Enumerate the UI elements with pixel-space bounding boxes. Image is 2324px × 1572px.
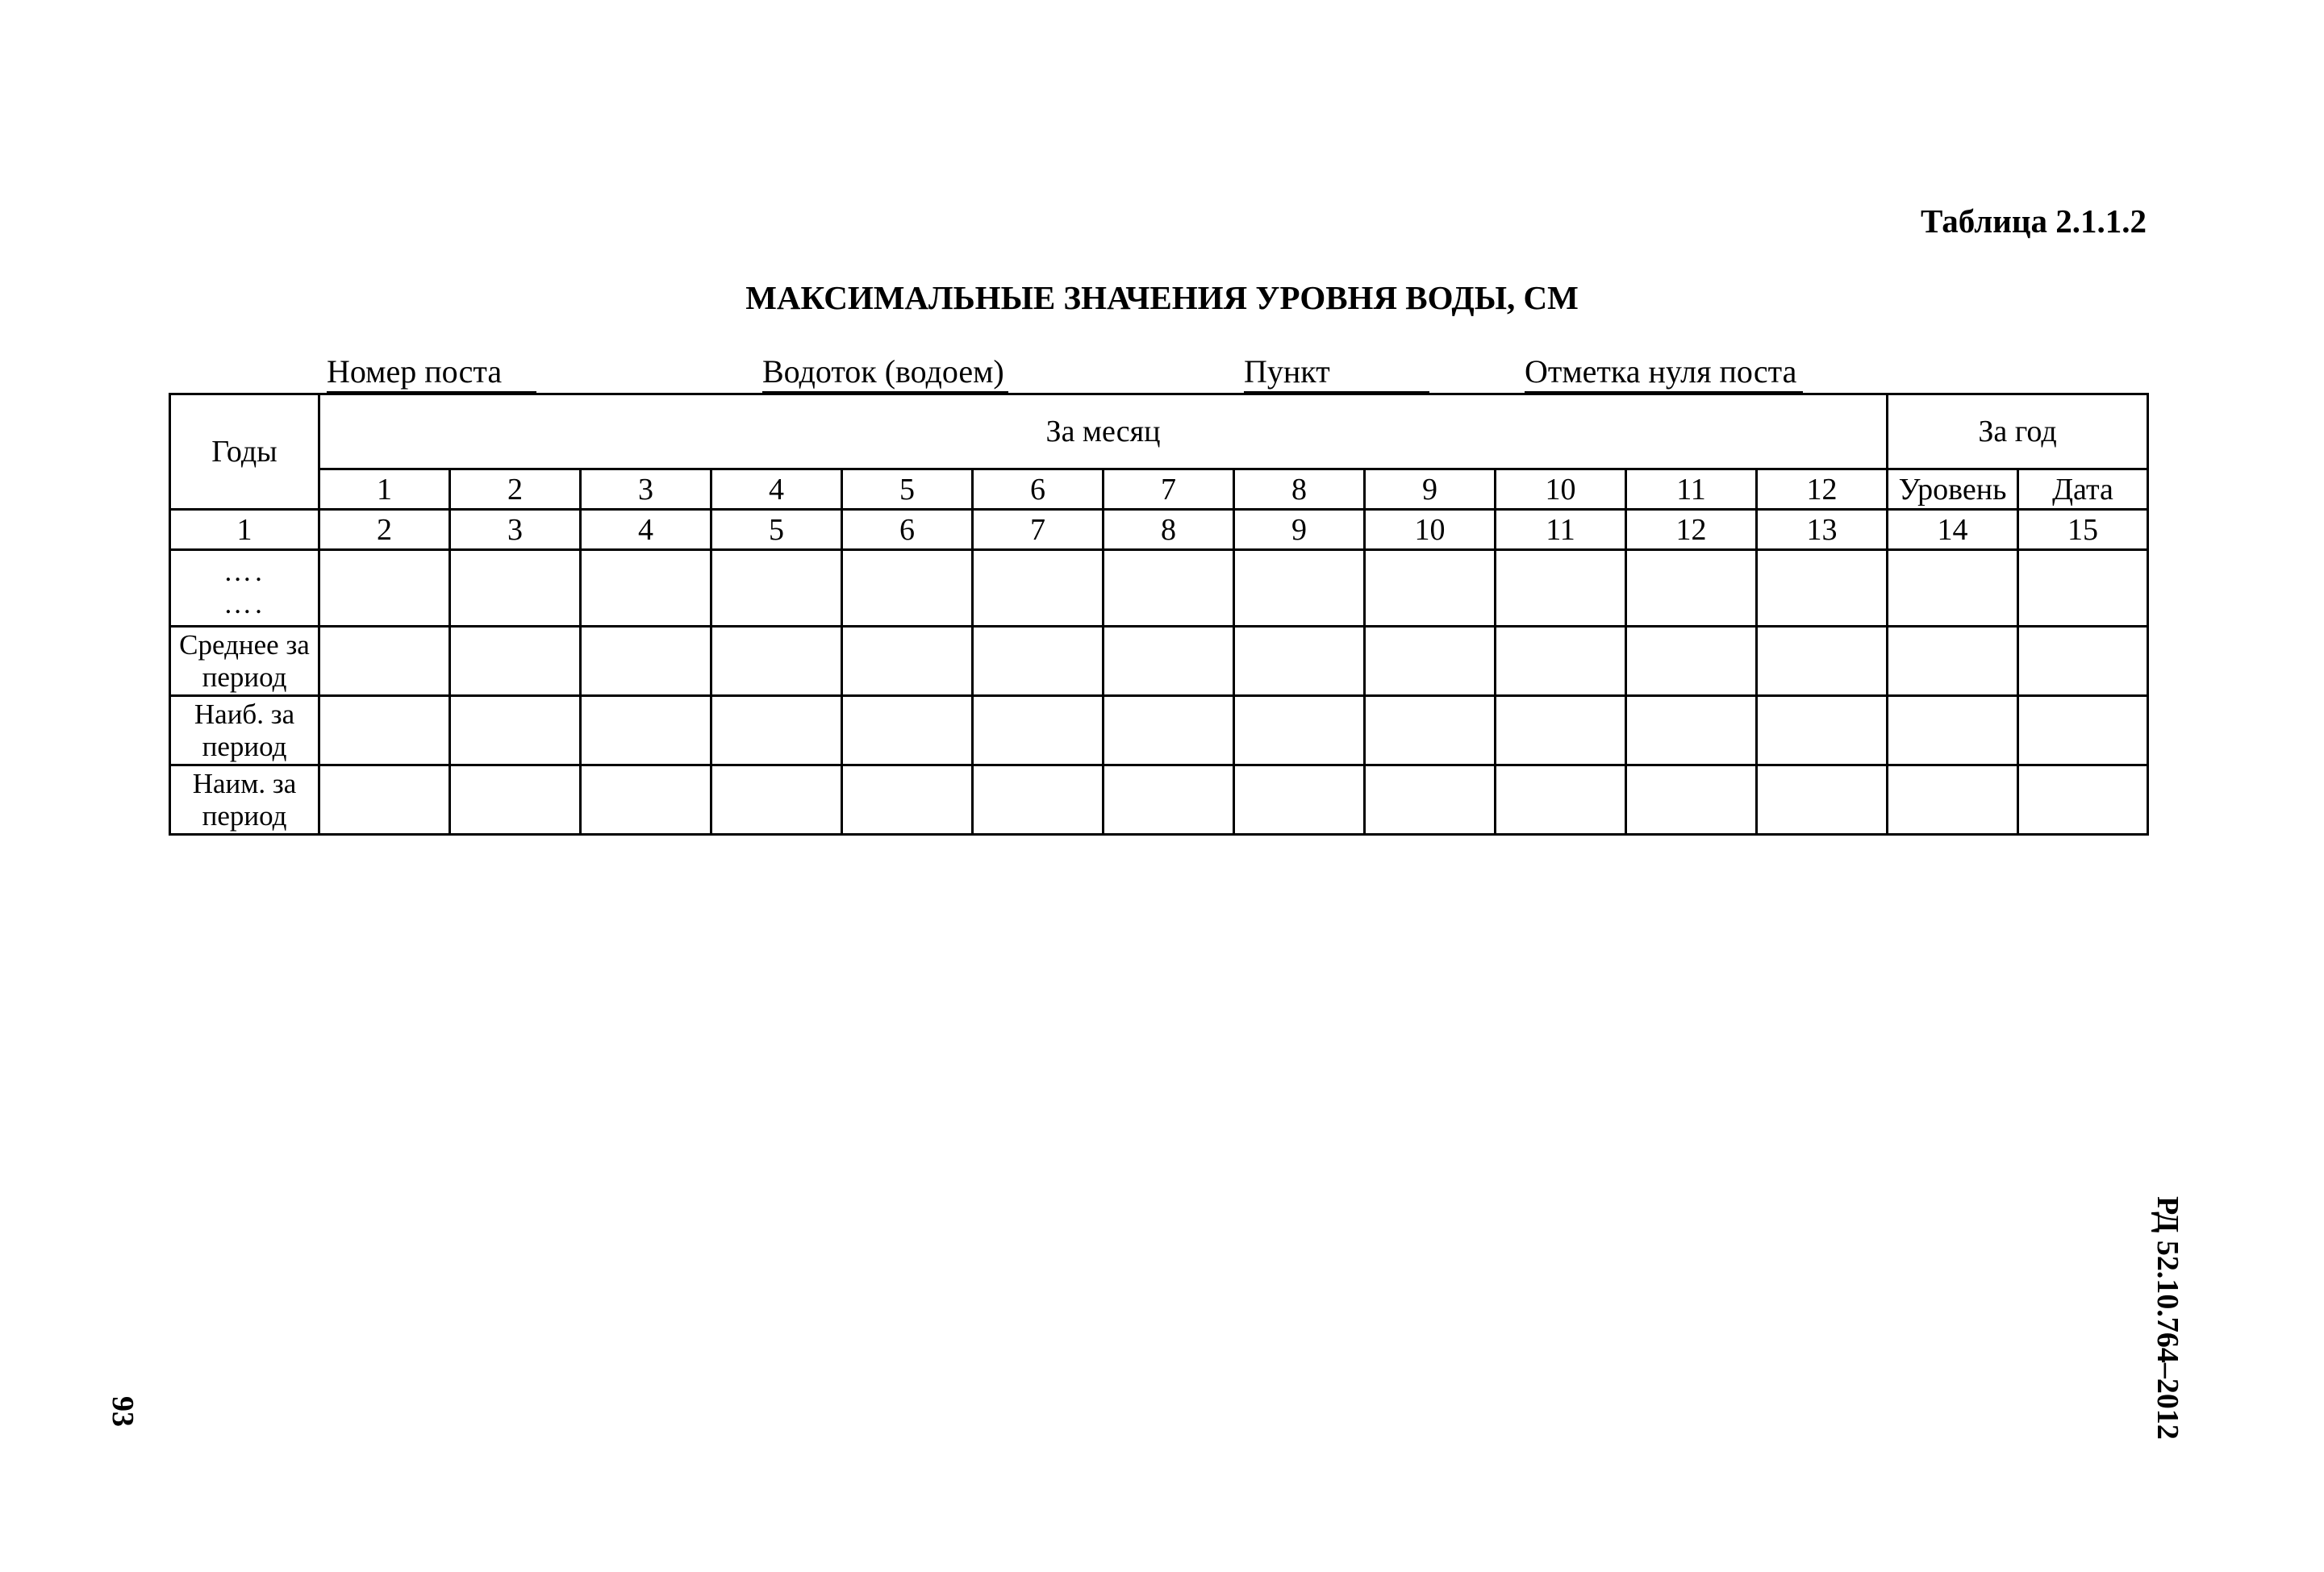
- month-header: 5: [842, 469, 973, 510]
- data-cell: [1496, 696, 1626, 765]
- data-cell: [1365, 627, 1496, 696]
- data-cell: [1365, 765, 1496, 835]
- table-row: [170, 627, 2148, 696]
- data-cell: [1888, 765, 2018, 835]
- header-row-groups: [170, 394, 2148, 469]
- document-code: РД 52.10.764–2012: [2151, 1196, 2184, 1440]
- column-number: 8: [1104, 510, 1234, 550]
- data-cell: [1626, 696, 1757, 765]
- column-number: 15: [2018, 510, 2148, 550]
- data-cell: [1104, 627, 1234, 696]
- data-cell: [1365, 550, 1496, 627]
- month-header: 11: [1626, 469, 1757, 510]
- by-year-header: За год: [1888, 394, 2148, 469]
- column-number: 1: [170, 510, 319, 550]
- level-header: Уровень: [1888, 469, 2018, 510]
- data-cell: [842, 627, 973, 696]
- data-cell: [450, 550, 581, 627]
- month-header: 3: [581, 469, 711, 510]
- month-header: 7: [1104, 469, 1234, 510]
- zero-mark-field: [1525, 353, 1803, 394]
- data-cell: [319, 765, 450, 835]
- data-cell: [1234, 765, 1365, 835]
- data-cell: [711, 696, 842, 765]
- data-cell: [1365, 696, 1496, 765]
- by-month-header: За месяц: [319, 394, 1888, 469]
- column-number: 3: [450, 510, 581, 550]
- data-cell: [973, 765, 1104, 835]
- data-cell: [450, 696, 581, 765]
- data-cell: [319, 696, 450, 765]
- data-cell: [450, 765, 581, 835]
- data-cell: [1888, 627, 2018, 696]
- data-cell: [1757, 765, 1888, 835]
- data-cell: [581, 696, 711, 765]
- data-cell: [1234, 627, 1365, 696]
- month-header: 8: [1234, 469, 1365, 510]
- metadata-fields: [0, 353, 2324, 394]
- data-cell: [842, 550, 973, 627]
- data-cell: [711, 765, 842, 835]
- document-title: МАКСИМАЛЬНЫЕ ЗНАЧЕНИЯ УРОВНЯ ВОДЫ, СМ: [745, 279, 1579, 316]
- month-header: 4: [711, 469, 842, 510]
- data-cell: [581, 765, 711, 835]
- month-header: 1: [319, 469, 450, 510]
- column-number-row: [170, 510, 2148, 550]
- watercourse-field: [762, 353, 1008, 394]
- column-number: 4: [581, 510, 711, 550]
- data-cell: [1757, 696, 1888, 765]
- zero-mark-label: Отметка нуля поста: [1525, 353, 1797, 390]
- data-cell: [1626, 627, 1757, 696]
- row-label: Среднее за период: [170, 627, 319, 696]
- header-row-months: [170, 469, 2148, 510]
- data-cell: [842, 696, 973, 765]
- data-cell: [319, 627, 450, 696]
- post-number-field: [327, 353, 536, 394]
- column-number: 14: [1888, 510, 2018, 550]
- data-cell: [711, 550, 842, 627]
- data-cell: [2018, 550, 2148, 627]
- column-number: 5: [711, 510, 842, 550]
- column-number: 9: [1234, 510, 1365, 550]
- data-cell: [1104, 696, 1234, 765]
- data-cell: [842, 765, 973, 835]
- data-cell: [581, 627, 711, 696]
- point-field: [1244, 353, 1429, 394]
- table-row: [170, 696, 2148, 765]
- data-cell: [2018, 696, 2148, 765]
- month-header: 12: [1757, 469, 1888, 510]
- column-number: 13: [1757, 510, 1888, 550]
- table-caption: Таблица 2.1.1.2: [1920, 202, 2147, 240]
- data-cell: [450, 627, 581, 696]
- data-cell: [1496, 627, 1626, 696]
- column-number: 10: [1365, 510, 1496, 550]
- data-cell: [2018, 627, 2148, 696]
- data-cell: [1234, 696, 1365, 765]
- data-cell: [973, 627, 1104, 696]
- month-header: 2: [450, 469, 581, 510]
- data-cell: [2018, 765, 2148, 835]
- data-cell: [1888, 550, 2018, 627]
- row-label: Наим. за период: [170, 765, 319, 835]
- month-header: 9: [1365, 469, 1496, 510]
- point-label: Пункт: [1244, 353, 1330, 390]
- page-number: 93: [106, 1396, 140, 1427]
- watercourse-label: Водоток (водоем): [762, 353, 1004, 390]
- date-header: Дата: [2018, 469, 2148, 510]
- data-cell: [1626, 550, 1757, 627]
- table-row: [170, 765, 2148, 835]
- data-cell: [1626, 765, 1757, 835]
- column-number: 6: [842, 510, 973, 550]
- data-cell: [581, 550, 711, 627]
- data-cell: [1496, 550, 1626, 627]
- data-cell: [1104, 550, 1234, 627]
- data-cell: [973, 550, 1104, 627]
- month-header: 10: [1496, 469, 1626, 510]
- column-number: 11: [1496, 510, 1626, 550]
- column-number: 12: [1626, 510, 1757, 550]
- data-cell: [1496, 765, 1626, 835]
- data-cell: [1757, 627, 1888, 696]
- post-number-label: Номер поста: [327, 353, 503, 390]
- data-cell: [973, 696, 1104, 765]
- data-cell: [1234, 550, 1365, 627]
- row-label: Наиб. за период: [170, 696, 319, 765]
- month-header: 6: [973, 469, 1104, 510]
- column-number: 7: [973, 510, 1104, 550]
- table-row: [170, 550, 2148, 627]
- data-cell: [1104, 765, 1234, 835]
- data-cell: [1757, 550, 1888, 627]
- data-cell: [319, 550, 450, 627]
- data-cell: [1888, 696, 2018, 765]
- water-level-table: [169, 393, 2149, 836]
- row-label: …. ….: [170, 550, 319, 627]
- column-number: 2: [319, 510, 450, 550]
- data-cell: [711, 627, 842, 696]
- years-header: Годы: [170, 394, 319, 510]
